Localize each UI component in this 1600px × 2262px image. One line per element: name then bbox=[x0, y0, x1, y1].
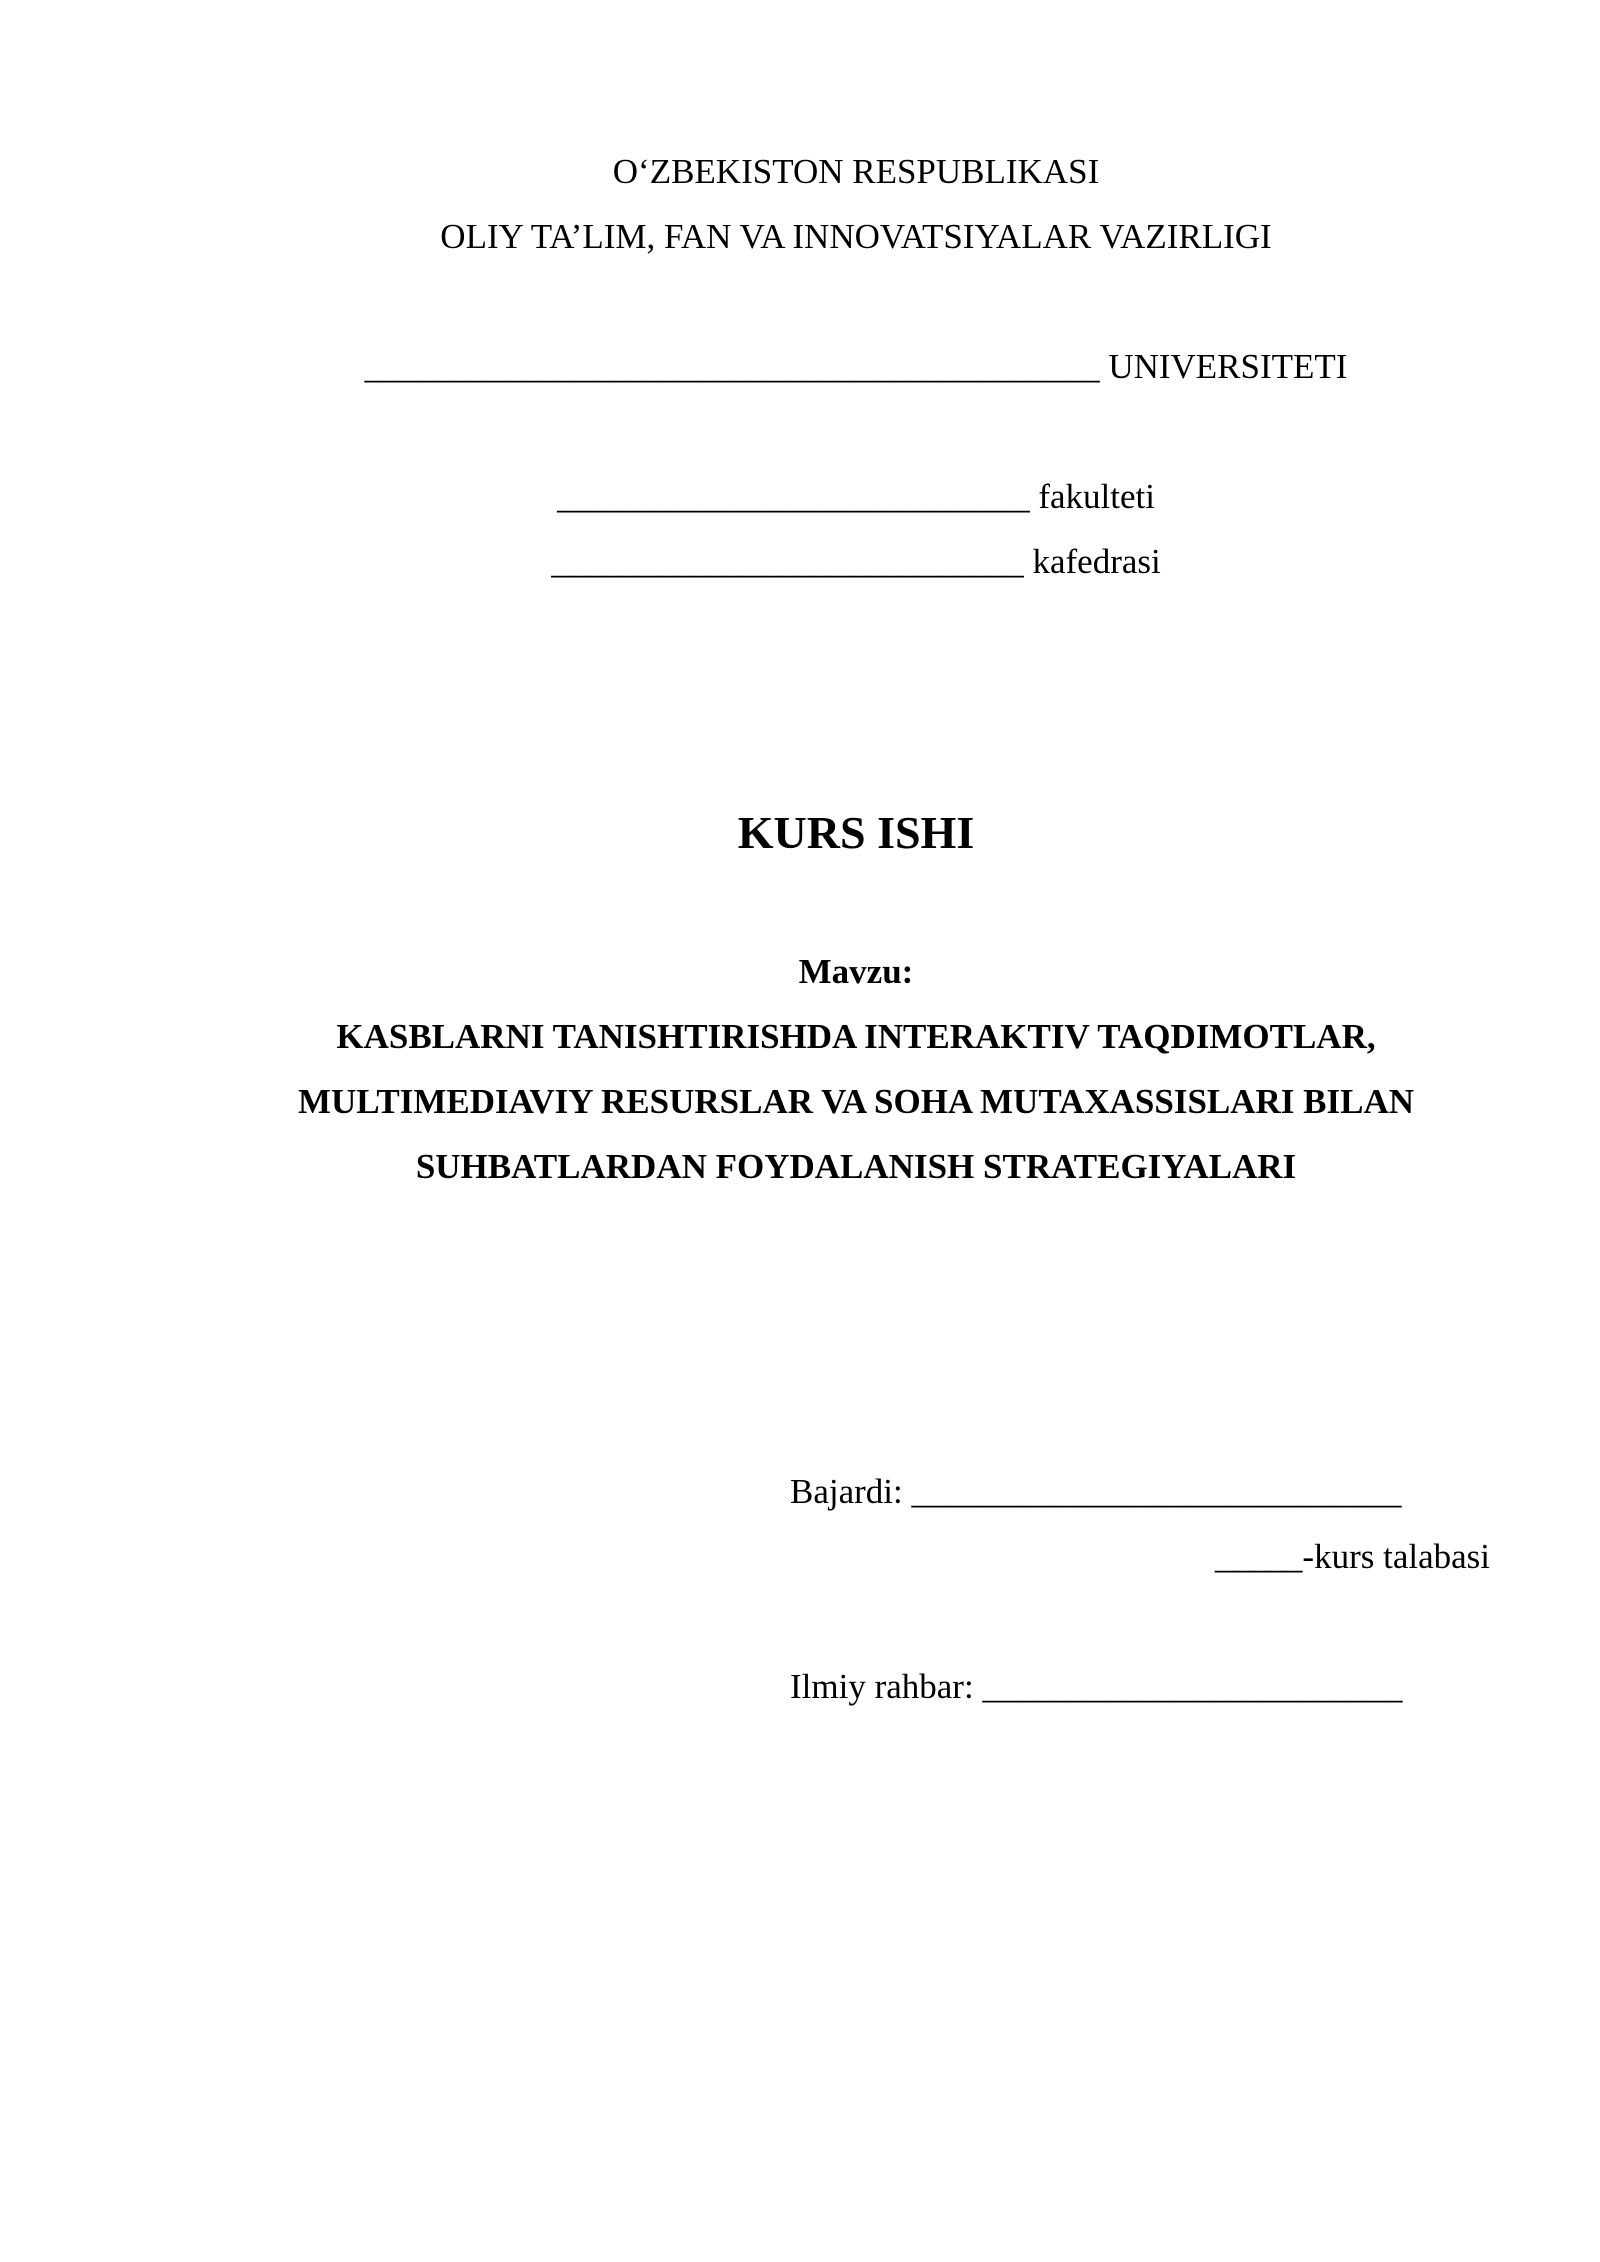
department-blank: ___________________________ bbox=[551, 542, 1024, 581]
university-label: UNIVERSITETI bbox=[1108, 347, 1348, 386]
document-title: KURS ISHI bbox=[737, 807, 975, 858]
course-line bbox=[1215, 1535, 1490, 1579]
performer-label: Bajardi: bbox=[790, 1472, 903, 1511]
department-line bbox=[0, 540, 1600, 584]
course-label: -kurs talabasi bbox=[1302, 1537, 1490, 1576]
supervisor-label: Ilmiy rahbar: bbox=[790, 1667, 974, 1706]
supervisor-line bbox=[790, 1665, 1402, 1709]
faculty-label: fakulteti bbox=[1038, 477, 1155, 516]
performer-blank: ____________________________ bbox=[911, 1472, 1402, 1511]
performer-line bbox=[790, 1470, 1402, 1514]
ministry-name: OLIY TA’LIM, FAN VA INNOVATSIYALAR VAZIRLIGI bbox=[440, 217, 1272, 256]
course-blank: _____ bbox=[1214, 1537, 1303, 1576]
topic-line-3: SUHBATLARDAN FOYDALANISH STRATEGIYALARI bbox=[415, 1147, 1297, 1186]
topic-line-1: KASBLARNI TANISHTIRISHDA INTERAKTIV TAQDIMOTLAR, bbox=[336, 1017, 1376, 1056]
faculty-blank: ___________________________ bbox=[557, 477, 1030, 516]
country-name: O‘ZBEKISTON RESPUBLIKASI bbox=[612, 152, 1100, 191]
university-blank: __________________________________________ bbox=[364, 347, 1100, 386]
department-label: kafedrasi bbox=[1032, 542, 1161, 581]
supervisor-blank: ________________________ bbox=[982, 1667, 1403, 1706]
university-line bbox=[0, 345, 1600, 389]
topic-label: Mavzu: bbox=[798, 952, 914, 991]
faculty-line bbox=[0, 475, 1600, 519]
topic-line-2: MULTIMEDIAVIY RESURSLAR VA SOHA MUTAXASSISLARI BILAN bbox=[297, 1082, 1415, 1121]
